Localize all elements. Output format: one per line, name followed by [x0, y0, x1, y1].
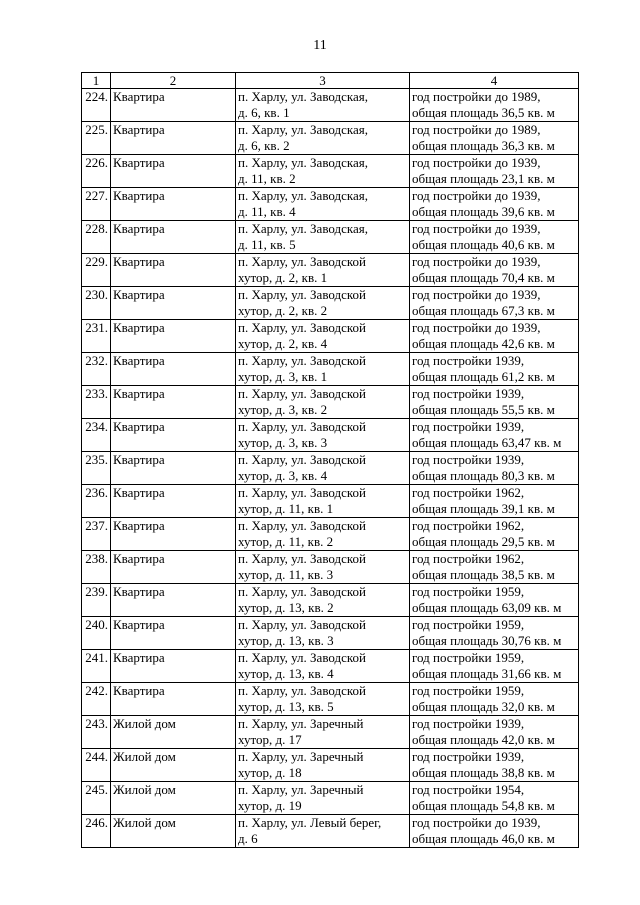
total-area: общая площадь 61,2 кв. м	[412, 369, 555, 384]
address-line-2: хутор, д. 2, кв. 2	[238, 303, 328, 318]
address-line-1: п. Харлу, ул. Заводской	[238, 452, 367, 467]
construction-year: год постройки 1939,	[412, 419, 525, 434]
address-line-2: хутор, д. 13, кв. 3	[238, 633, 334, 648]
total-area: общая площадь 29,5 кв. м	[412, 534, 555, 549]
object-characteristics	[410, 188, 579, 221]
address-line-1: п. Харлу, ул. Левый берег,	[238, 815, 382, 830]
address-line-1: п. Харлу, ул. Заводская,	[238, 221, 369, 236]
total-area: общая площадь 31,66 кв. м	[412, 666, 562, 681]
table-row	[82, 254, 579, 287]
table-row	[82, 89, 579, 122]
object-characteristics	[410, 452, 579, 485]
address-line-1: п. Харлу, ул. Заводской	[238, 254, 367, 269]
table-row	[82, 452, 579, 485]
table-row	[82, 650, 579, 683]
construction-year: год постройки 1959,	[412, 683, 525, 698]
table-row	[82, 122, 579, 155]
object-address	[236, 89, 410, 122]
object-type: Жилой дом	[111, 782, 236, 815]
total-area: общая площадь 38,8 кв. м	[412, 765, 555, 780]
total-area: общая площадь 63,47 кв. м	[412, 435, 562, 450]
address-line-2: д. 6, кв. 2	[238, 138, 290, 153]
object-address	[236, 254, 410, 287]
address-line-2: д. 11, кв. 5	[238, 237, 296, 252]
address-line-1: п. Харлу, ул. Заводской	[238, 386, 367, 401]
object-characteristics	[410, 353, 579, 386]
object-type: Жилой дом	[111, 749, 236, 782]
object-type: Квартира	[111, 650, 236, 683]
address-line-1: п. Харлу, ул. Заводская,	[238, 155, 369, 170]
total-area: общая площадь 46,0 кв. м	[412, 831, 555, 846]
address-line-1: п. Харлу, ул. Заводской	[238, 650, 367, 665]
address-line-1: п. Харлу, ул. Заречный	[238, 782, 364, 797]
address-line-1: п. Харлу, ул. Заводская,	[238, 89, 369, 104]
construction-year: год постройки 1962,	[412, 485, 525, 500]
address-line-2: хутор, д. 3, кв. 4	[238, 468, 328, 483]
object-type: Жилой дом	[111, 716, 236, 749]
object-type: Квартира	[111, 188, 236, 221]
address-line-2: хутор, д. 18	[238, 765, 302, 780]
table-row	[82, 419, 579, 452]
column-header-2: 2	[111, 73, 236, 89]
total-area: общая площадь 32,0 кв. м	[412, 699, 555, 714]
table-row	[82, 155, 579, 188]
total-area: общая площадь 39,6 кв. м	[412, 204, 555, 219]
object-type: Квартира	[111, 386, 236, 419]
address-line-1: п. Харлу, ул. Заводской	[238, 419, 367, 434]
address-line-1: п. Харлу, ул. Заводской	[238, 287, 367, 302]
address-line-2: д. 11, кв. 2	[238, 171, 296, 186]
construction-year: год постройки до 1939,	[412, 188, 541, 203]
object-characteristics	[410, 419, 579, 452]
construction-year: год постройки 1962,	[412, 551, 525, 566]
object-type: Жилой дом	[111, 815, 236, 848]
total-area: общая площадь 40,6 кв. м	[412, 237, 555, 252]
address-line-2: хутор, д. 11, кв. 1	[238, 501, 334, 516]
construction-year: год постройки 1939,	[412, 749, 525, 764]
object-characteristics	[410, 749, 579, 782]
construction-year: год постройки 1959,	[412, 584, 525, 599]
row-number: 232.	[82, 353, 111, 386]
table-row	[82, 353, 579, 386]
address-line-2: хутор, д. 13, кв. 4	[238, 666, 334, 681]
object-characteristics	[410, 518, 579, 551]
address-line-1: п. Харлу, ул. Заводской	[238, 353, 367, 368]
object-type: Квартира	[111, 617, 236, 650]
object-characteristics	[410, 320, 579, 353]
row-number: 235.	[82, 452, 111, 485]
table-row	[82, 617, 579, 650]
object-type: Квартира	[111, 584, 236, 617]
total-area: общая площадь 67,3 кв. м	[412, 303, 555, 318]
object-characteristics	[410, 584, 579, 617]
row-number: 236.	[82, 485, 111, 518]
address-line-1: п. Харлу, ул. Заводской	[238, 584, 367, 599]
object-characteristics	[410, 287, 579, 320]
property-table	[81, 72, 579, 848]
construction-year: год постройки 1954,	[412, 782, 525, 797]
address-line-1: п. Харлу, ул. Заводской	[238, 617, 367, 632]
object-type: Квартира	[111, 518, 236, 551]
construction-year: год постройки до 1939,	[412, 320, 541, 335]
total-area: общая площадь 36,5 кв. м	[412, 105, 555, 120]
object-characteristics	[410, 617, 579, 650]
object-address	[236, 386, 410, 419]
table-row	[82, 815, 579, 848]
address-line-1: п. Харлу, ул. Заводской	[238, 551, 367, 566]
column-header-1: 1	[82, 73, 111, 89]
construction-year: год постройки 1939,	[412, 353, 525, 368]
object-address	[236, 716, 410, 749]
address-line-2: д. 11, кв. 4	[238, 204, 296, 219]
construction-year: год постройки до 1989,	[412, 89, 541, 104]
object-characteristics	[410, 221, 579, 254]
construction-year: год постройки до 1939,	[412, 155, 541, 170]
object-address	[236, 782, 410, 815]
object-address	[236, 287, 410, 320]
address-line-2: хутор, д. 17	[238, 732, 302, 747]
object-type: Квартира	[111, 89, 236, 122]
total-area: общая площадь 70,4 кв. м	[412, 270, 555, 285]
object-address	[236, 485, 410, 518]
address-line-1: п. Харлу, ул. Заводской	[238, 683, 367, 698]
object-characteristics	[410, 683, 579, 716]
construction-year: год постройки до 1939,	[412, 287, 541, 302]
construction-year: год постройки до 1939,	[412, 254, 541, 269]
object-characteristics	[410, 155, 579, 188]
row-number: 224.	[82, 89, 111, 122]
object-characteristics	[410, 254, 579, 287]
total-area: общая площадь 38,5 кв. м	[412, 567, 555, 582]
table-row	[82, 518, 579, 551]
table-row	[82, 683, 579, 716]
header-row	[82, 73, 579, 89]
construction-year: год постройки 1959,	[412, 617, 525, 632]
table-row	[82, 782, 579, 815]
construction-year: год постройки до 1939,	[412, 815, 541, 830]
row-number: 245.	[82, 782, 111, 815]
table-row	[82, 188, 579, 221]
total-area: общая площадь 63,09 кв. м	[412, 600, 562, 615]
object-type: Квартира	[111, 320, 236, 353]
row-number: 228.	[82, 221, 111, 254]
table-header	[82, 73, 579, 89]
table-row	[82, 386, 579, 419]
address-line-1: п. Харлу, ул. Заводской	[238, 518, 367, 533]
address-line-1: п. Харлу, ул. Заводской	[238, 320, 367, 335]
address-line-2: хутор, д. 3, кв. 3	[238, 435, 328, 450]
object-address	[236, 617, 410, 650]
object-characteristics	[410, 485, 579, 518]
address-line-1: п. Харлу, ул. Заводской	[238, 485, 367, 500]
object-type: Квартира	[111, 122, 236, 155]
construction-year: год постройки 1962,	[412, 518, 525, 533]
row-number: 229.	[82, 254, 111, 287]
table-row	[82, 716, 579, 749]
object-address	[236, 419, 410, 452]
object-address	[236, 683, 410, 716]
object-address	[236, 518, 410, 551]
object-address	[236, 155, 410, 188]
total-area: общая площадь 80,3 кв. м	[412, 468, 555, 483]
construction-year: год постройки до 1989,	[412, 122, 541, 137]
row-number: 240.	[82, 617, 111, 650]
object-type: Квартира	[111, 254, 236, 287]
object-address	[236, 188, 410, 221]
object-characteristics	[410, 122, 579, 155]
row-number: 226.	[82, 155, 111, 188]
construction-year: год постройки 1959,	[412, 650, 525, 665]
row-number: 246.	[82, 815, 111, 848]
object-address	[236, 452, 410, 485]
total-area: общая площадь 23,1 кв. м	[412, 171, 555, 186]
address-line-1: п. Харлу, ул. Заводская,	[238, 188, 369, 203]
object-type: Квартира	[111, 419, 236, 452]
object-type: Квартира	[111, 551, 236, 584]
table-row	[82, 749, 579, 782]
total-area: общая площадь 55,5 кв. м	[412, 402, 555, 417]
object-type: Квартира	[111, 155, 236, 188]
row-number: 234.	[82, 419, 111, 452]
address-line-1: п. Харлу, ул. Заречный	[238, 749, 364, 764]
table-row	[82, 221, 579, 254]
construction-year: год постройки 1939,	[412, 452, 525, 467]
object-characteristics	[410, 716, 579, 749]
row-number: 233.	[82, 386, 111, 419]
object-address	[236, 122, 410, 155]
row-number: 230.	[82, 287, 111, 320]
address-line-2: хутор, д. 2, кв. 4	[238, 336, 328, 351]
object-address	[236, 749, 410, 782]
object-characteristics	[410, 650, 579, 683]
object-address	[236, 650, 410, 683]
table-row	[82, 485, 579, 518]
total-area: общая площадь 42,6 кв. м	[412, 336, 555, 351]
page-number: 11	[313, 38, 327, 53]
object-characteristics	[410, 386, 579, 419]
object-characteristics	[410, 551, 579, 584]
row-number: 238.	[82, 551, 111, 584]
row-number: 227.	[82, 188, 111, 221]
address-line-1: п. Харлу, ул. Заводская,	[238, 122, 369, 137]
table-row	[82, 320, 579, 353]
row-number: 244.	[82, 749, 111, 782]
object-characteristics	[410, 815, 579, 848]
table-row	[82, 287, 579, 320]
table-body	[82, 89, 579, 848]
row-number: 225.	[82, 122, 111, 155]
object-type: Квартира	[111, 353, 236, 386]
address-line-2: хутор, д. 11, кв. 3	[238, 567, 334, 582]
object-type: Квартира	[111, 683, 236, 716]
object-type: Квартира	[111, 452, 236, 485]
row-number: 239.	[82, 584, 111, 617]
address-line-2: хутор, д. 19	[238, 798, 302, 813]
address-line-2: хутор, д. 3, кв. 1	[238, 369, 328, 384]
column-header-4: 4	[410, 73, 579, 89]
object-type: Квартира	[111, 485, 236, 518]
address-line-2: д. 6	[238, 831, 258, 846]
total-area: общая площадь 30,76 кв. м	[412, 633, 562, 648]
row-number: 237.	[82, 518, 111, 551]
object-address	[236, 815, 410, 848]
object-type: Квартира	[111, 221, 236, 254]
construction-year: год постройки до 1939,	[412, 221, 541, 236]
row-number: 243.	[82, 716, 111, 749]
object-address	[236, 221, 410, 254]
construction-year: год постройки 1939,	[412, 386, 525, 401]
row-number: 231.	[82, 320, 111, 353]
construction-year: год постройки 1939,	[412, 716, 525, 731]
address-line-2: хутор, д. 13, кв. 5	[238, 699, 334, 714]
object-address	[236, 551, 410, 584]
table-row	[82, 584, 579, 617]
address-line-2: хутор, д. 2, кв. 1	[238, 270, 328, 285]
total-area: общая площадь 42,0 кв. м	[412, 732, 555, 747]
table-row	[82, 551, 579, 584]
total-area: общая площадь 39,1 кв. м	[412, 501, 555, 516]
column-header-3: 3	[236, 73, 410, 89]
object-type: Квартира	[111, 287, 236, 320]
object-characteristics	[410, 89, 579, 122]
address-line-2: хутор, д. 13, кв. 2	[238, 600, 334, 615]
object-address	[236, 584, 410, 617]
address-line-1: п. Харлу, ул. Заречный	[238, 716, 364, 731]
total-area: общая площадь 54,8 кв. м	[412, 798, 555, 813]
total-area: общая площадь 36,3 кв. м	[412, 138, 555, 153]
row-number: 242.	[82, 683, 111, 716]
object-address	[236, 320, 410, 353]
object-characteristics	[410, 782, 579, 815]
address-line-2: д. 6, кв. 1	[238, 105, 290, 120]
row-number: 241.	[82, 650, 111, 683]
address-line-2: хутор, д. 3, кв. 2	[238, 402, 328, 417]
object-address	[236, 353, 410, 386]
address-line-2: хутор, д. 11, кв. 2	[238, 534, 334, 549]
